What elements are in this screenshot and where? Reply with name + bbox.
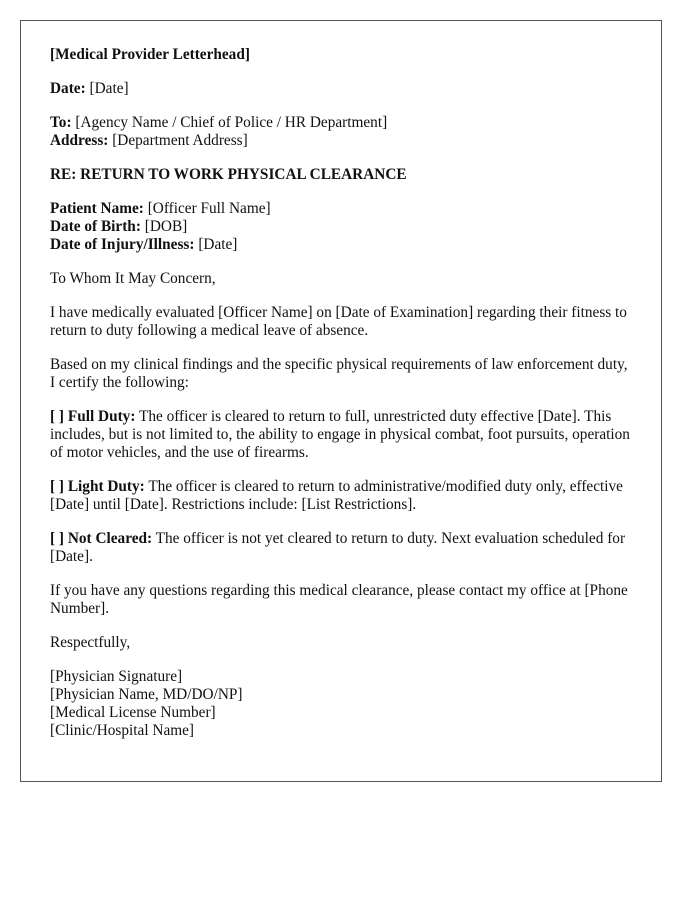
address-line [50,132,633,150]
patient-name-value: [Officer Full Name] [147,200,271,217]
letterhead [50,46,633,64]
evaluation-paragraph: I have medically evaluated [Officer Name] on [Date of Examination] regarding their fitness to return to duty following a medical leave of absence. [50,304,627,339]
date-value: [Date] [89,80,129,97]
clinic-name-line: [Clinic/Hospital Name] [50,722,195,739]
option-checkbox: [ ] [50,478,65,495]
option-text: The officer is not yet cleared to return to duty. Next evaluation scheduled for [Date]. [50,530,626,565]
patient-name-line [50,200,633,218]
dob-value: [DOB] [144,218,188,235]
license-number-line: [Medical License Number] [50,704,216,721]
subject-line [50,166,633,184]
questions-paragraph: If you have any questions regarding this medical clearance, please contact my office at [Phone Number]. [50,582,628,617]
dob-label: Date of Birth: [50,218,141,235]
injury-date-label: Date of Injury/Illness: [50,236,195,253]
subject-text: RE: RETURN TO WORK PHYSICAL CLEARANCE [50,166,407,183]
option-light-duty [50,478,633,514]
option-checkbox: [ ] [50,408,65,425]
option-label: Full Duty: [67,408,136,425]
letter-page [20,20,662,782]
option-label: Not Cleared: [67,530,153,547]
findings-paragraph: Based on my clinical findings and the specific physical requirements of law enforcement duty, I certify the following: [50,356,628,391]
patient-info-block [50,200,633,254]
option-not-cleared [50,530,633,566]
date-line [50,80,633,98]
to-value: [Agency Name / Chief of Police / HR Department] [75,114,388,131]
date-label: Date: [50,80,86,97]
address-value: [Department Address] [112,132,248,149]
injury-date-line [50,236,633,254]
salutation: To Whom It May Concern, [50,270,216,287]
recipient-block [50,114,633,150]
dob-line [50,218,633,236]
patient-name-label: Patient Name: [50,200,144,217]
address-label: Address: [50,132,109,149]
option-label: Light Duty: [67,478,145,495]
option-text: The officer is cleared to return to administrative/modified duty only, effective [Date] until [Date]. Restrictions include: [List Restrictions]. [50,478,623,513]
option-text: The officer is cleared to return to full, unrestricted duty effective [Date]. This includes, but is not limited to, the ability to engage in physical combat, foot pursuits, operation of motor vehicles, and the use of firearms. [50,408,630,461]
to-line [50,114,633,132]
signature-block [50,668,633,740]
letterhead-text: [Medical Provider Letterhead] [50,46,250,63]
physician-name-line: [Physician Name, MD/DO/NP] [50,686,243,703]
signature-line: [Physician Signature] [50,668,183,685]
to-label: To: [50,114,72,131]
injury-date-value: [Date] [198,236,238,253]
closing: Respectfully, [50,634,131,651]
option-checkbox: [ ] [50,530,65,547]
option-full-duty [50,408,633,462]
